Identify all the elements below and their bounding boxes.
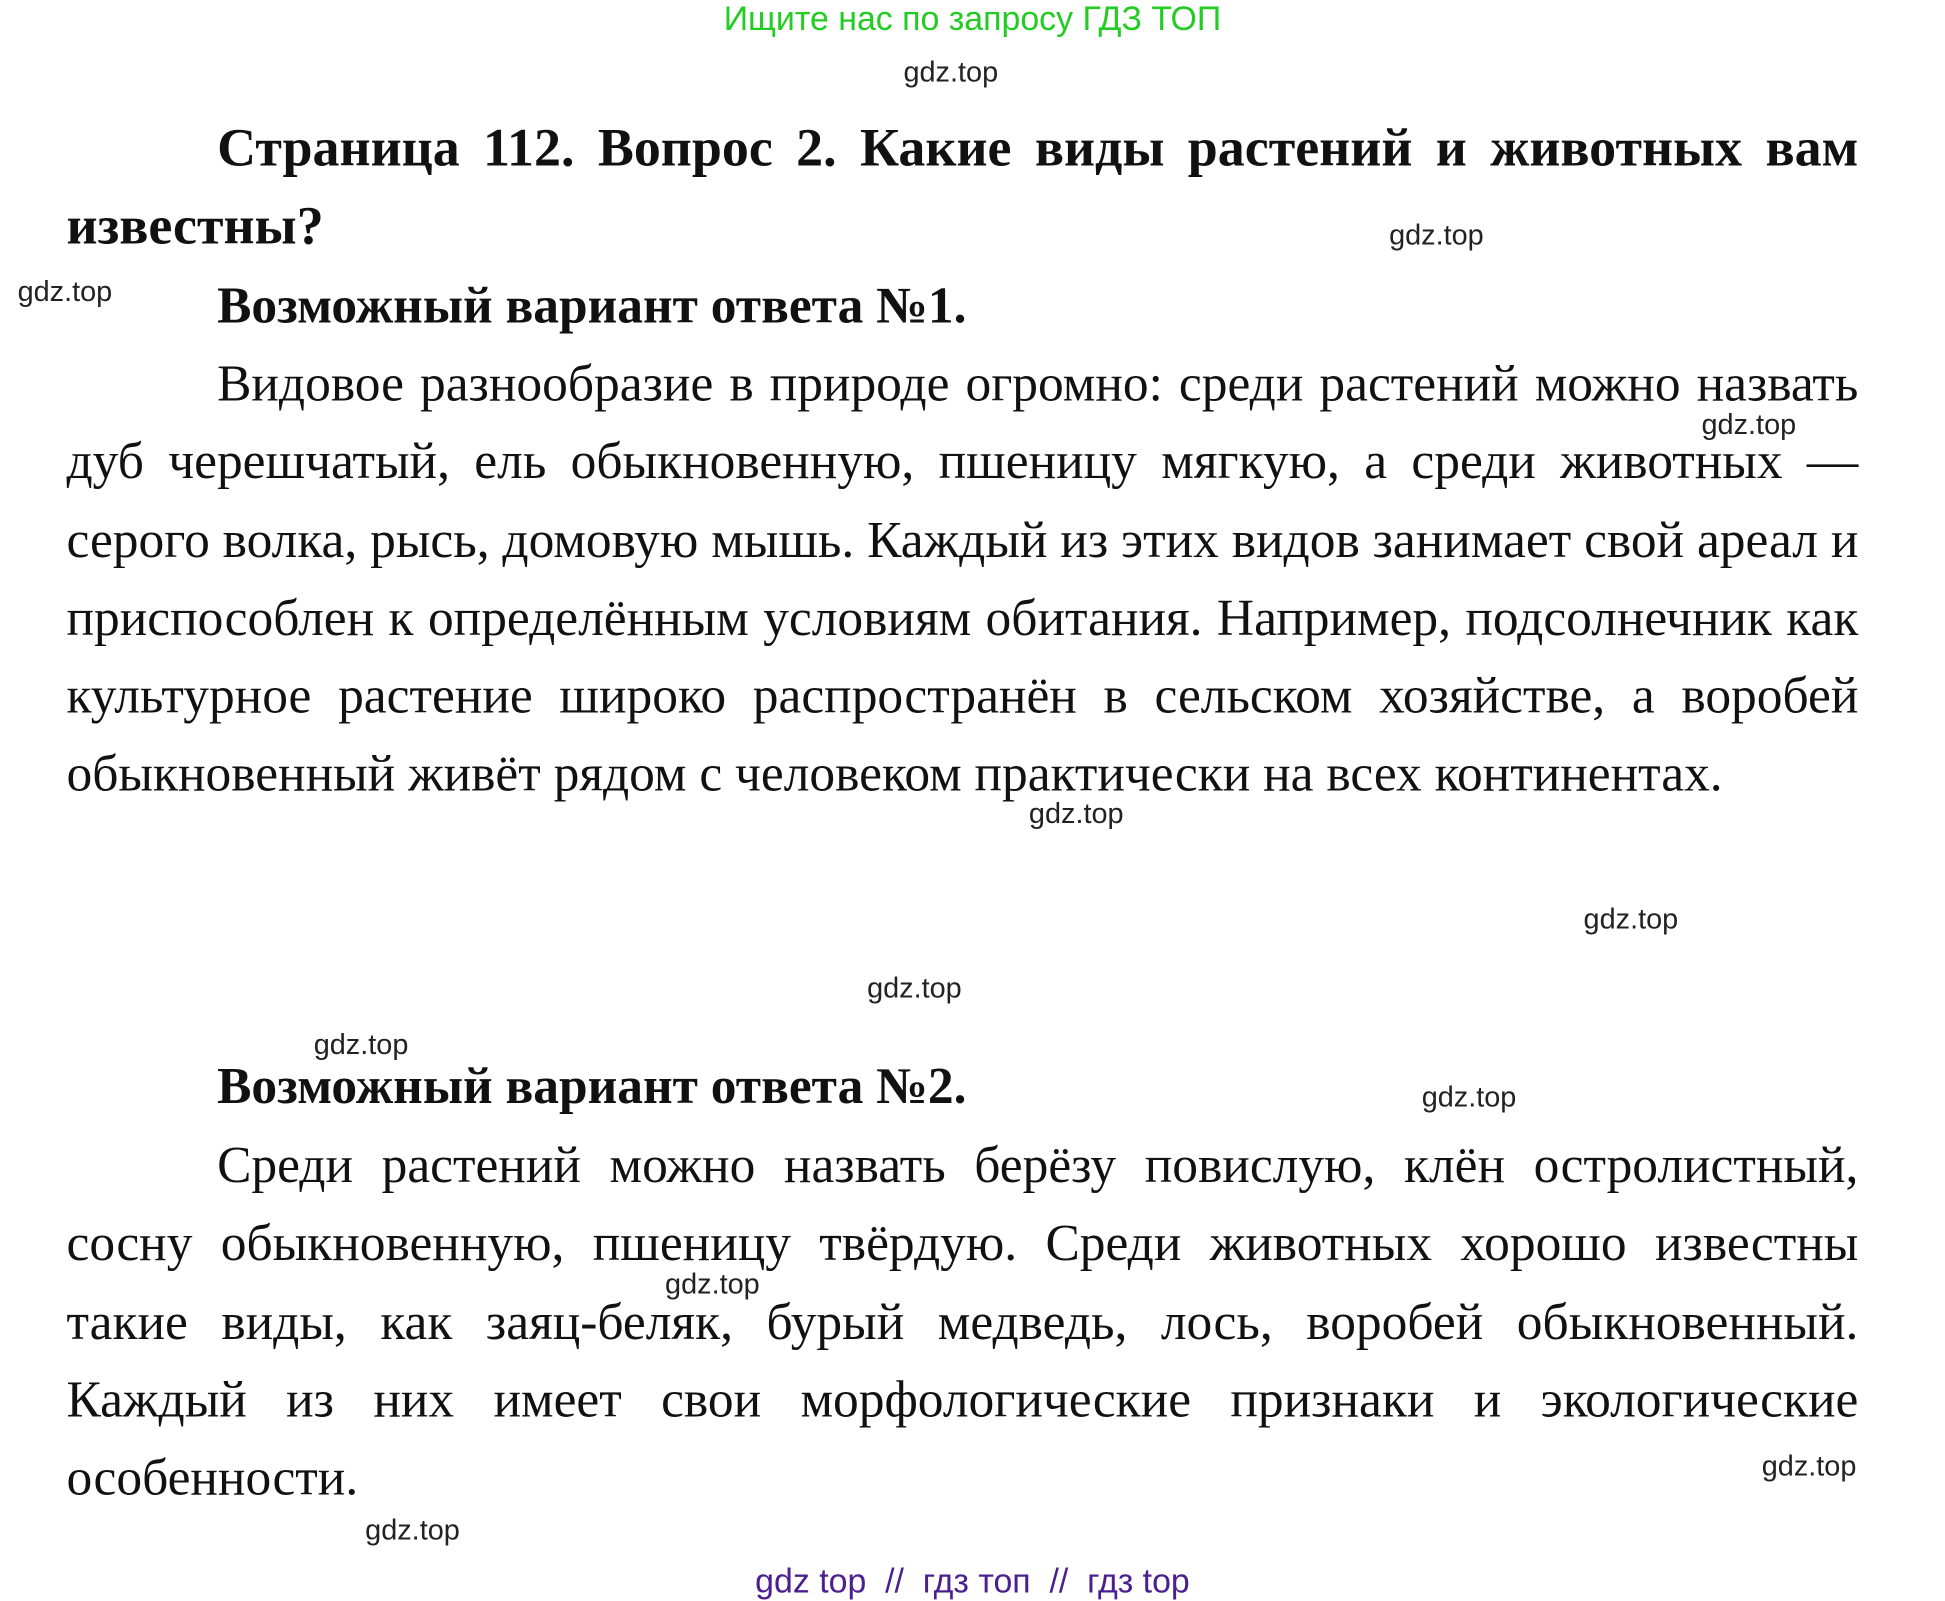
watermark: gdz.top <box>665 1267 760 1300</box>
watermark: gdz.top <box>1761 1449 1857 1482</box>
answer-2-text: Среди растений можно назвать берёзу повислую, клён остролистный, сосну обыкновенную, пшеницу твёрдую. Среди животных хорошо известны такие виды, как заяц-беляк, бурый медведь, лось, воробей обыкновенный. Каждый из них имеет свои морфологические признаки и экологические особенности. <box>66 1135 1859 1506</box>
watermark: gdz.top <box>903 55 999 88</box>
watermark: gdz.top <box>1421 1080 1517 1114</box>
answer-2-heading: Возможный вариант ответа №2. <box>217 1056 967 1115</box>
watermark: gdz.top <box>867 971 962 1004</box>
watermark: gdz.top <box>1701 407 1797 441</box>
answer-1-heading: Возможный вариант ответа №1. <box>217 276 967 334</box>
watermark: gdz.top <box>1583 902 1679 935</box>
answer-1-text: Видовое разнообразие в природе огромно: среди растений можно назвать дуб черешчатый, ель обыкновенную, пшеницу мягкую, а среди животных — серого волка, рысь, домовую мышь. Каждый из этих видов занимает свой ареал и приспособлен к определённым условиям обитания. Например, подсолнечник как культурное растение широко распространён в сельском хозяйстве, а воробей обыкновенный живёт рядом с человеком практически на всех континентах. <box>66 353 1859 803</box>
watermark: gdz.top <box>17 274 113 308</box>
watermark: gdz.top <box>1389 218 1484 251</box>
question-title: Страница 112. Вопрос 2. Какие виды растений и животных вам известны? <box>66 119 1859 256</box>
watermark: gdz.top <box>1028 796 1124 830</box>
watermark: gdz.top <box>313 1027 409 1061</box>
bottom-banner: gdz top // гдз топ // гдз top <box>755 1562 1190 1600</box>
watermark: gdz.top <box>365 1513 460 1546</box>
top-banner: Ищите нас по запросу ГДЗ ТОП <box>723 0 1222 38</box>
